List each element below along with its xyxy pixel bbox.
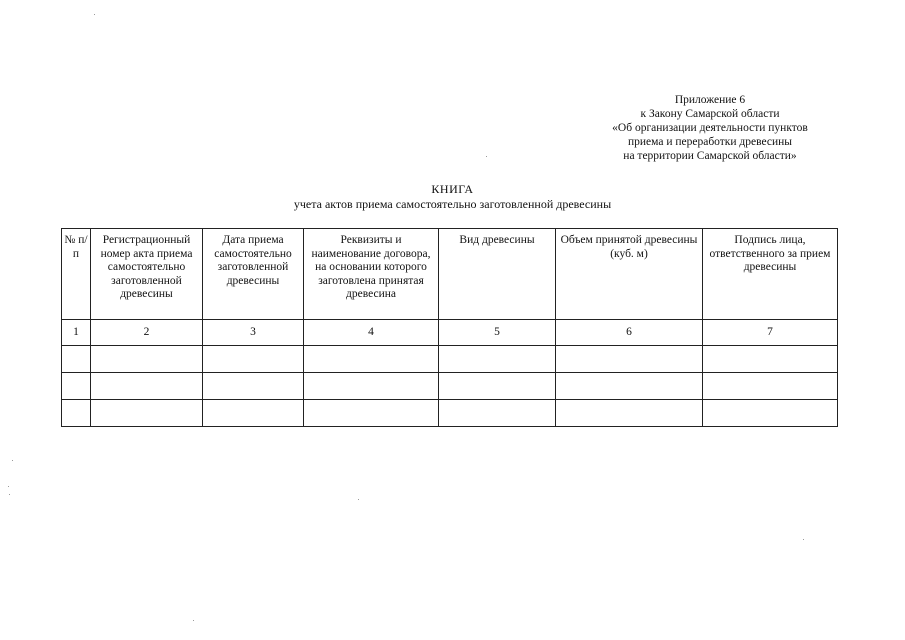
- scan-speck: [358, 499, 359, 500]
- table-cell: [556, 400, 703, 427]
- table-cell: [62, 346, 91, 373]
- table-cell: [62, 373, 91, 400]
- table-cell: [439, 373, 556, 400]
- header-row: [62, 229, 838, 320]
- table-cell: [91, 400, 203, 427]
- table-cell: [703, 400, 838, 427]
- column-number: 4: [304, 320, 439, 346]
- table-cell: [439, 400, 556, 427]
- document-title: [0, 182, 905, 212]
- column-number: 6: [556, 320, 703, 346]
- table-cell: [91, 373, 203, 400]
- column-header-volume: Объем принятой древесины (куб. м): [556, 229, 703, 320]
- table-cell: [703, 346, 838, 373]
- scan-speck: [12, 460, 13, 461]
- appendix-line: «Об организации деятельности пунктов: [612, 122, 808, 134]
- appendix-line: на территории Самарской области»: [623, 150, 797, 162]
- table-cell: [703, 373, 838, 400]
- column-header-registration: Регистрационный номер акта приема самостоятельно заготовленной древесины: [91, 229, 203, 320]
- column-number: 2: [91, 320, 203, 346]
- column-header-contract: Реквизиты и наименование договора, на основании которого заготовлена принятая древесина: [304, 229, 439, 320]
- scan-speck: [803, 539, 804, 540]
- column-number: 7: [703, 320, 838, 346]
- column-number-row: [62, 320, 838, 346]
- appendix-header: [540, 93, 880, 163]
- table-row: [62, 346, 838, 373]
- table-cell: [91, 346, 203, 373]
- table-cell: [203, 400, 304, 427]
- table-cell: [203, 346, 304, 373]
- column-number: 3: [203, 320, 304, 346]
- ledger-table: [61, 228, 838, 427]
- table-cell: [304, 373, 439, 400]
- table-cell: [556, 346, 703, 373]
- column-number: 5: [439, 320, 556, 346]
- table-cell: [304, 346, 439, 373]
- table-row: [62, 400, 838, 427]
- column-header-number: № п/п: [62, 229, 91, 320]
- table-cell: [62, 400, 91, 427]
- scan-speck: [193, 620, 194, 621]
- table-row: [62, 373, 838, 400]
- scan-speck: [8, 486, 9, 487]
- column-header-signature: Подпись лица, ответственного за прием древесины: [703, 229, 838, 320]
- appendix-line: Приложение 6: [674, 94, 746, 106]
- scan-speck: [9, 494, 10, 495]
- column-number: 1: [62, 320, 91, 346]
- column-header-wood-type: Вид древесины: [439, 229, 556, 320]
- table-cell: [439, 346, 556, 373]
- table-cell: [556, 373, 703, 400]
- table-cell: [203, 373, 304, 400]
- scan-speck: [486, 156, 487, 157]
- table-cell: [304, 400, 439, 427]
- appendix-line: приема и переработки древесины: [627, 136, 793, 148]
- title-subtitle: учета актов приема самостоятельно заготовленной древесины: [293, 197, 612, 211]
- scan-speck: [94, 14, 95, 15]
- column-header-date: Дата приема самостоятельно заготовленной древесины: [203, 229, 304, 320]
- title-main: КНИГА: [431, 182, 474, 196]
- appendix-line: к Закону Самарской области: [640, 108, 780, 120]
